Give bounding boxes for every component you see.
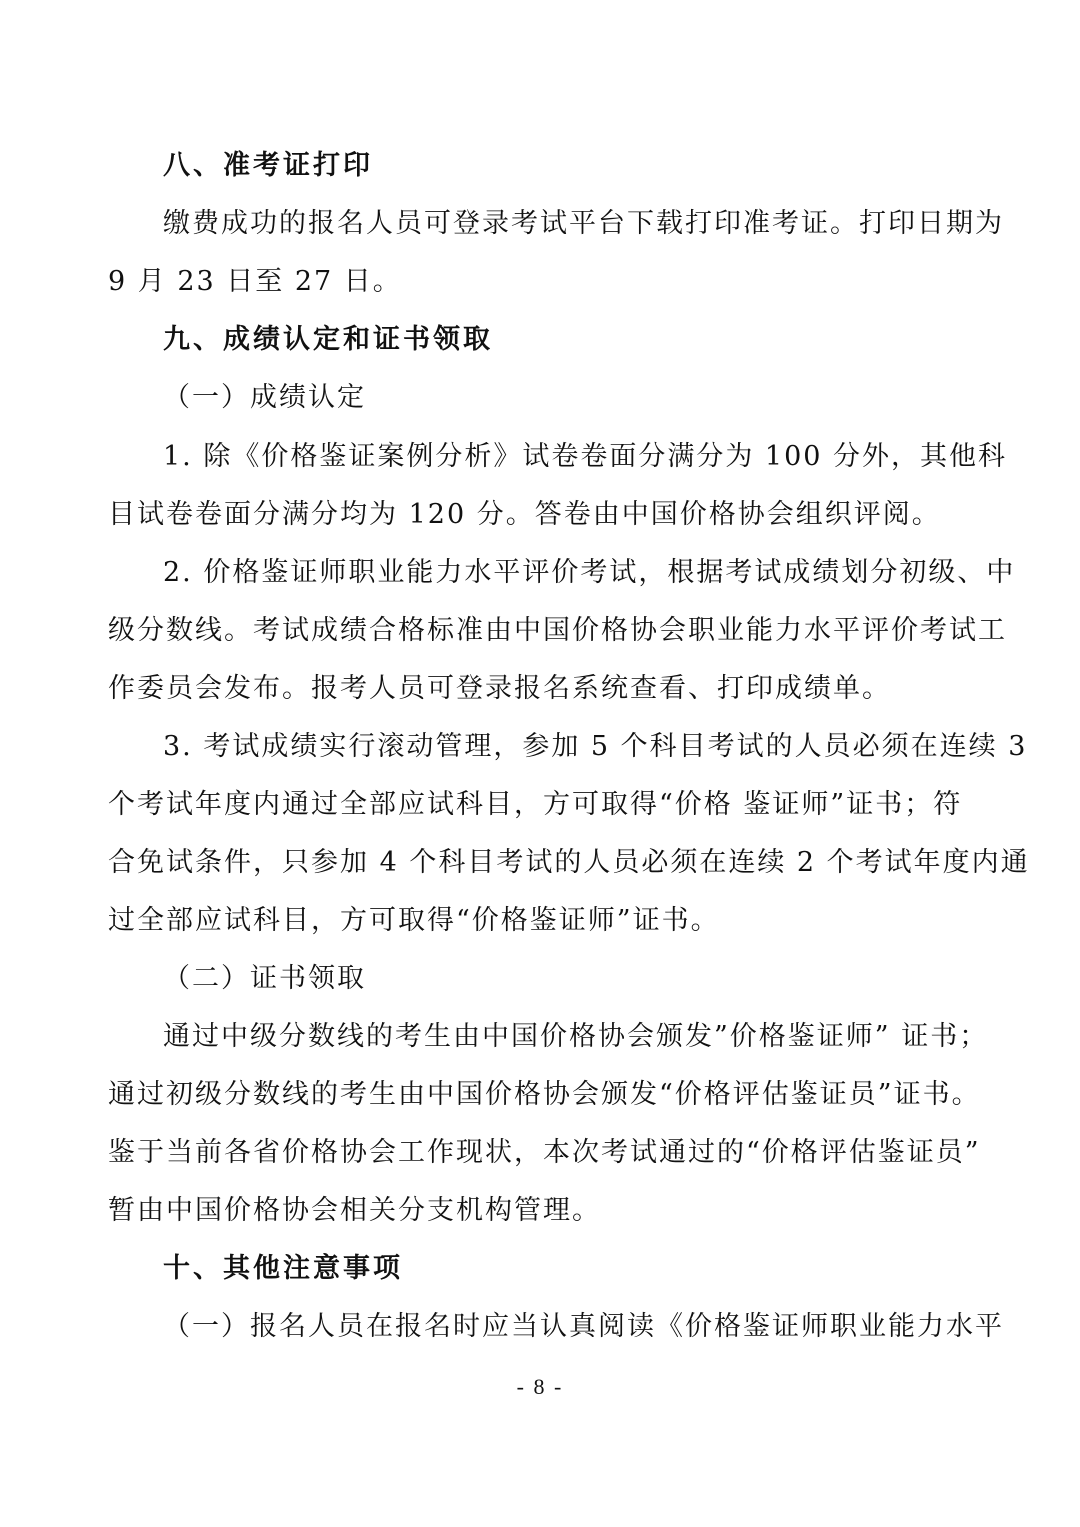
certificate-paragraph-line-3: 鉴于当前各省价格协会工作现状，本次考试通过的“价格评估鉴证员” bbox=[108, 1137, 981, 1168]
item-2-line-1: 2. 价格鉴证师职业能力水平评价考试，根据考试成绩划分初级、中 bbox=[163, 557, 1016, 588]
section-9-title: 九、成绩认定和证书领取 bbox=[163, 324, 493, 355]
section-8-paragraph-line-2: 9 月 23 日至 27 日。 bbox=[108, 266, 402, 297]
item-1-line-2: 目试卷卷面分满分均为 120 分。答卷由中国价格协会组织评阅。 bbox=[108, 499, 941, 530]
item-3-line-4: 过全部应试科目，方可取得“价格鉴证师”证书。 bbox=[108, 905, 720, 936]
subsection-score-title: （一）成绩认定 bbox=[163, 382, 366, 413]
section-10-paragraph-line-1: （一）报名人员在报名时应当认真阅读《价格鉴证师职业能力水平 bbox=[163, 1311, 1004, 1342]
section-8-title: 八、准考证打印 bbox=[163, 150, 373, 181]
certificate-paragraph-line-1: 通过中级分数线的考生由中国价格协会颁发”价格鉴证师” 证书； bbox=[163, 1021, 989, 1052]
certificate-paragraph-line-4: 暂由中国价格协会相关分支机构管理。 bbox=[108, 1195, 601, 1226]
item-2-line-2: 级分数线。考试成绩合格标准由中国价格协会职业能力水平评价考试工 bbox=[108, 615, 1007, 646]
item-3-line-1: 3. 考试成绩实行滚动管理，参加 5 个科目考试的人员必须在连续 3 bbox=[163, 731, 1028, 762]
section-8-paragraph-line-1: 缴费成功的报名人员可登录考试平台下载打印准考证。打印日期为 bbox=[163, 208, 1004, 239]
section-10-title: 十、其他注意事项 bbox=[163, 1253, 403, 1284]
page-number: - 8 - bbox=[516, 1374, 564, 1399]
item-3-line-2: 个考试年度内通过全部应试科目，方可取得“价格 鉴证师”证书；符 bbox=[108, 789, 963, 820]
item-3-line-3: 合免试条件，只参加 4 个科目考试的人员必须在连续 2 个考试年度内通 bbox=[108, 847, 1030, 878]
subsection-certificate-title: （二）证书领取 bbox=[163, 963, 366, 994]
certificate-paragraph-line-2: 通过初级分数线的考生由中国价格协会颁发“价格评估鉴证员”证书。 bbox=[108, 1079, 981, 1110]
item-1-line-1: 1. 除《价格鉴证案例分析》试卷卷面分满分为 100 分外，其他科 bbox=[163, 441, 1008, 472]
item-2-line-3: 作委员会发布。报考人员可登录报名系统查看、打印成绩单。 bbox=[108, 673, 891, 704]
